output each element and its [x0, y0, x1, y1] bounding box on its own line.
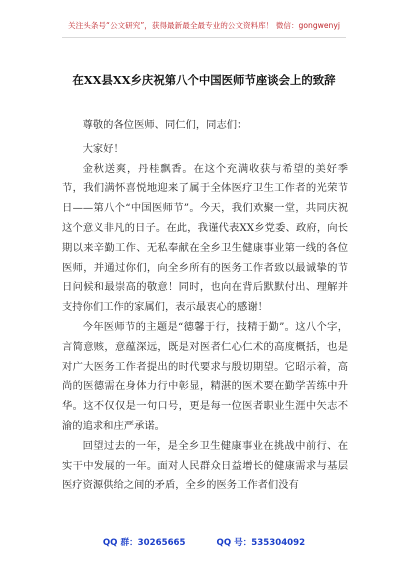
footer-contact: [0, 536, 408, 548]
paragraph-1: 金秋送爽，丹桂飘香。在这个充满收获与希望的美好季节，我们满怀喜悦地迎来了属于全体医疗卫生工作者的光荣节日——第八个“中国医师节”。今天，我们欢聚一堂，共同庆祝这个意义非凡的日子。在此，我谨代表XX乡党委、政府，向长期以来辛勤工作、无私奉献在全乡卫生健康事业第一线的各位医师，并通过你们，向全乡所有的医务工作者致以最诚挚的节日问候和最崇高的敬意！同时，也向在背后默默付出、理解并支持你们工作的家属们，表示最衷心的感谢！: [62, 162, 348, 314]
paragraph-2: 今年医师节的主题是“德馨于行，技精于勤”。这八个字，言简意赅，意蕴深远，既是对医者仁心仁术的高度概括，也是对广大医务工作者提出的时代要求与殷切期望。它昭示着，高尚的医德需在身体力行中彰显，精湛的医术要在勤学苦练中升华。这不仅仅是一句口号，更是每一位医者职业生涯中矢志不渝的追求和庄严承诺。: [62, 320, 348, 432]
header-banner: 关注头条号“公文研究”，获得最新最全最专业的公文资料库！ 微信：gongwenyj: [68, 21, 340, 30]
document-body: [62, 116, 348, 496]
footer-qq-number: QQ 号：535304092: [216, 538, 306, 548]
document-title: 在XX县XX乡庆祝第八个中国医师节座谈会上的致辞: [72, 73, 336, 87]
footer-qq-group: QQ 群：30265665: [102, 538, 186, 548]
salutation: 尊敬的各位医师、同仁们，同志们：: [82, 119, 248, 131]
greeting: 大家好！: [82, 142, 124, 155]
paragraph-3: 回望过去的一年，是全乡卫生健康事业在挑战中前行、在实干中发展的一年。面对人民群众日益增长的健康需求与基层医疗资源供给之间的矛盾，全乡的医务工作者们没有: [62, 439, 348, 492]
header-divider: [62, 37, 346, 38]
